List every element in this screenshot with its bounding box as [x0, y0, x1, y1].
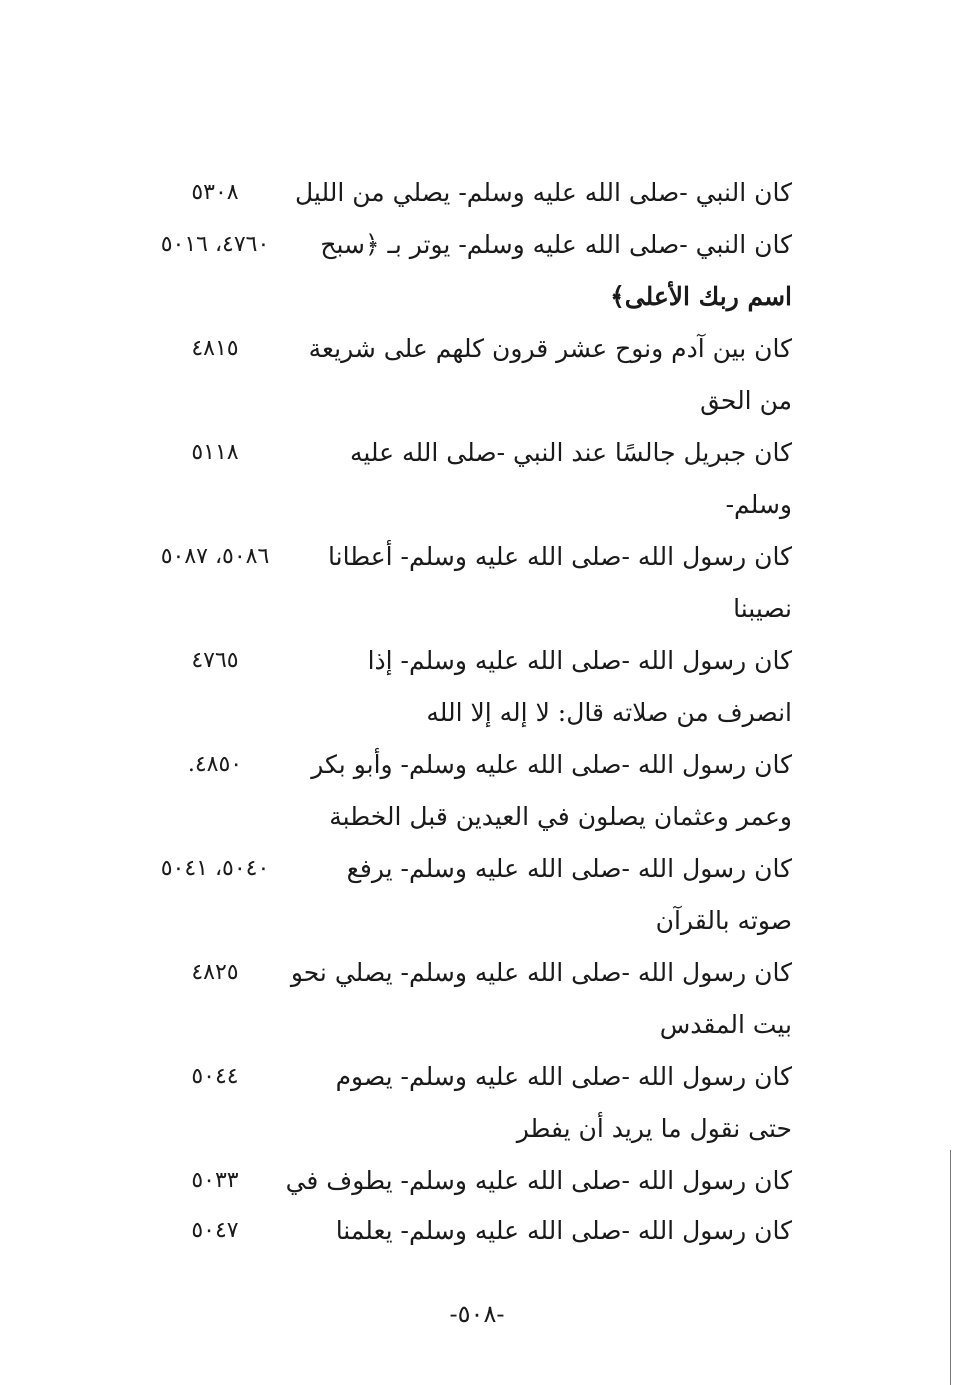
hadith-text: كان رسول الله -صلى الله عليه وسلم- وأبو بكر — [311, 750, 792, 779]
hadith-text: كان جبريل جالسًا عند النبي -صلى الله عليه — [349, 438, 792, 467]
page-number: -٥٠٨- — [449, 1300, 505, 1328]
hadith-text: حتى نقول ما يريد أن يفطر — [516, 1114, 792, 1143]
index-entry — [0, 324, 954, 374]
index-entry-continuation — [0, 376, 954, 426]
scan-edge-divider — [950, 1150, 951, 1385]
index-entry — [0, 844, 954, 894]
hadith-text: كان النبي -صلى الله عليه وسلم- يوتر بـ ﴿سبح — [320, 230, 792, 259]
hadith-text: من الحق — [700, 386, 792, 415]
reference-numbers: ٤٨١٥ — [191, 336, 239, 361]
reference-numbers: ٤٨٥٠. — [187, 752, 243, 777]
reference-numbers: ٤٧٦٥ — [191, 648, 239, 673]
hadith-text: كان رسول الله -صلى الله عليه وسلم- يطوف في — [285, 1166, 792, 1195]
reference-numbers: ٤٧٦٠، ٥٠١٦ — [160, 232, 270, 257]
index-entry — [0, 168, 954, 218]
hadith-text: نصيبنا — [733, 594, 792, 623]
index-entry — [0, 636, 954, 686]
reference-numbers: ٥١١٨ — [191, 440, 239, 465]
index-entry-continuation — [0, 584, 954, 634]
reference-numbers: ٥٠٤٧ — [191, 1218, 239, 1243]
index-entry — [0, 428, 954, 478]
hadith-text: كان رسول الله -صلى الله عليه وسلم- إذا — [367, 646, 792, 675]
index-entry — [0, 1156, 954, 1206]
index-entry-continuation — [0, 792, 954, 842]
hadith-text: كان رسول الله -صلى الله عليه وسلم- يصلي نحو — [290, 958, 792, 987]
reference-numbers: ٥٠٣٣ — [191, 1168, 239, 1193]
hadith-text: صوته بالقرآن — [655, 906, 792, 935]
index-entry — [0, 532, 954, 582]
index-entry-continuation — [0, 688, 954, 738]
reference-numbers: ٥٠٤٠، ٥٠٤١ — [160, 856, 270, 881]
hadith-text: كان رسول الله -صلى الله عليه وسلم- يرفع — [346, 854, 792, 883]
index-entry-continuation — [0, 1000, 954, 1050]
reference-numbers: ٤٨٢٥ — [191, 960, 239, 985]
index-entry-continuation — [0, 1104, 954, 1154]
index-entry — [0, 948, 954, 998]
hadith-text: كان رسول الله -صلى الله عليه وسلم- يصوم — [335, 1062, 792, 1091]
hadith-text: انصرف من صلاته قال: لا إله إلا الله — [426, 698, 792, 727]
index-entry — [0, 220, 954, 270]
hadith-text: كان النبي -صلى الله عليه وسلم- يصلي من الليل — [295, 178, 792, 207]
hadith-text: وعمر وعثمان يصلون في العيدين قبل الخطبة — [329, 802, 792, 831]
index-entry — [0, 1206, 954, 1256]
hadith-text: وسلم- — [725, 490, 792, 519]
hadith-text: كان بين آدم ونوح عشر قرون كلهم على شريعة — [308, 334, 792, 363]
hadith-text: بيت المقدس — [659, 1010, 792, 1039]
index-entry-continuation — [0, 896, 954, 946]
index-entry — [0, 1052, 954, 1102]
reference-numbers: ٥٠٤٤ — [191, 1064, 239, 1089]
hadith-text: كان رسول الله -صلى الله عليه وسلم- أعطانا — [328, 542, 792, 571]
index-entry — [0, 740, 954, 790]
hadith-text: كان رسول الله -صلى الله عليه وسلم- يعلمنا — [335, 1216, 792, 1245]
index-entry-continuation — [0, 272, 954, 322]
index-entry-continuation — [0, 480, 954, 530]
reference-numbers: ٥٣٠٨ — [191, 180, 239, 205]
hadith-text-bold: اسم ربك الأعلى﴾ — [610, 282, 792, 311]
reference-numbers: ٥٠٨٦، ٥٠٨٧ — [160, 544, 270, 569]
